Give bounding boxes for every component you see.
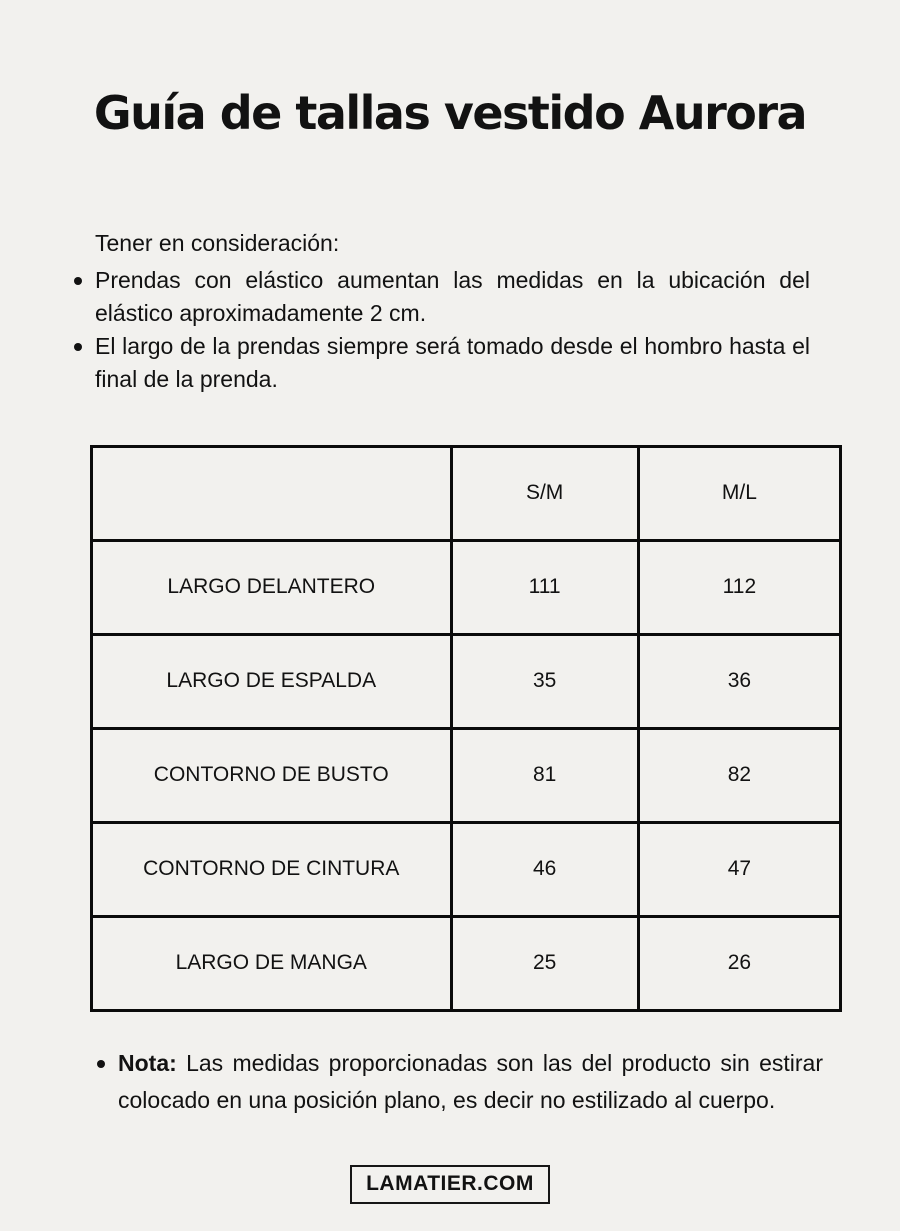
size-table	[90, 445, 842, 1012]
note-item	[97, 1045, 823, 1119]
considerations-section	[72, 227, 810, 396]
row-label-cell: LARGO DE ESPALDA	[92, 634, 452, 728]
sm-value-cell: 25	[451, 916, 638, 1010]
ml-value-cell: 82	[638, 728, 840, 822]
table-row	[92, 728, 841, 822]
considerations-heading: Tener en consideración:	[95, 229, 340, 256]
sm-value-cell: 35	[451, 634, 638, 728]
footer	[0, 1165, 900, 1204]
ml-value-cell: 26	[638, 916, 840, 1010]
table-row	[92, 540, 841, 634]
row-label-cell: CONTORNO DE BUSTO	[92, 728, 452, 822]
header-cell-sm: S/M	[451, 446, 638, 540]
table-row	[92, 822, 841, 916]
sm-value-cell: 46	[451, 822, 638, 916]
note-label: Nota:	[118, 1049, 177, 1076]
row-label-cell: CONTORNO DE CINTURA	[92, 822, 452, 916]
sm-value-cell: 111	[451, 540, 638, 634]
table-row	[92, 916, 841, 1010]
header-cell-ml: M/L	[638, 446, 840, 540]
ml-value-cell: 36	[638, 634, 840, 728]
ml-value-cell: 47	[638, 822, 840, 916]
page-title: Guía de tallas vestido Aurora	[93, 85, 807, 140]
considerations-list	[72, 264, 810, 396]
sm-value-cell: 81	[451, 728, 638, 822]
row-label-cell: LARGO DE MANGA	[92, 916, 452, 1010]
brand-badge: LAMATIER.COM	[350, 1165, 550, 1204]
header-cell-empty	[92, 446, 452, 540]
bullet-item: El largo de la prendas siempre será tomado desde el hombro hasta el final de la prenda.	[72, 330, 810, 396]
table-row	[92, 634, 841, 728]
row-label-cell: LARGO DELANTERO	[92, 540, 452, 634]
ml-value-cell: 112	[638, 540, 840, 634]
table-header-row	[92, 446, 841, 540]
bullet-item: Prendas con elástico aumentan las medidas en la ubicación del elástico aproximadamente 2 cm.	[72, 264, 810, 330]
note-text: Las medidas proporcionadas son las del producto sin estirar colocado en una posición plano, es decir no estilizado al cuerpo.	[118, 1049, 823, 1113]
note-section	[97, 1045, 823, 1119]
